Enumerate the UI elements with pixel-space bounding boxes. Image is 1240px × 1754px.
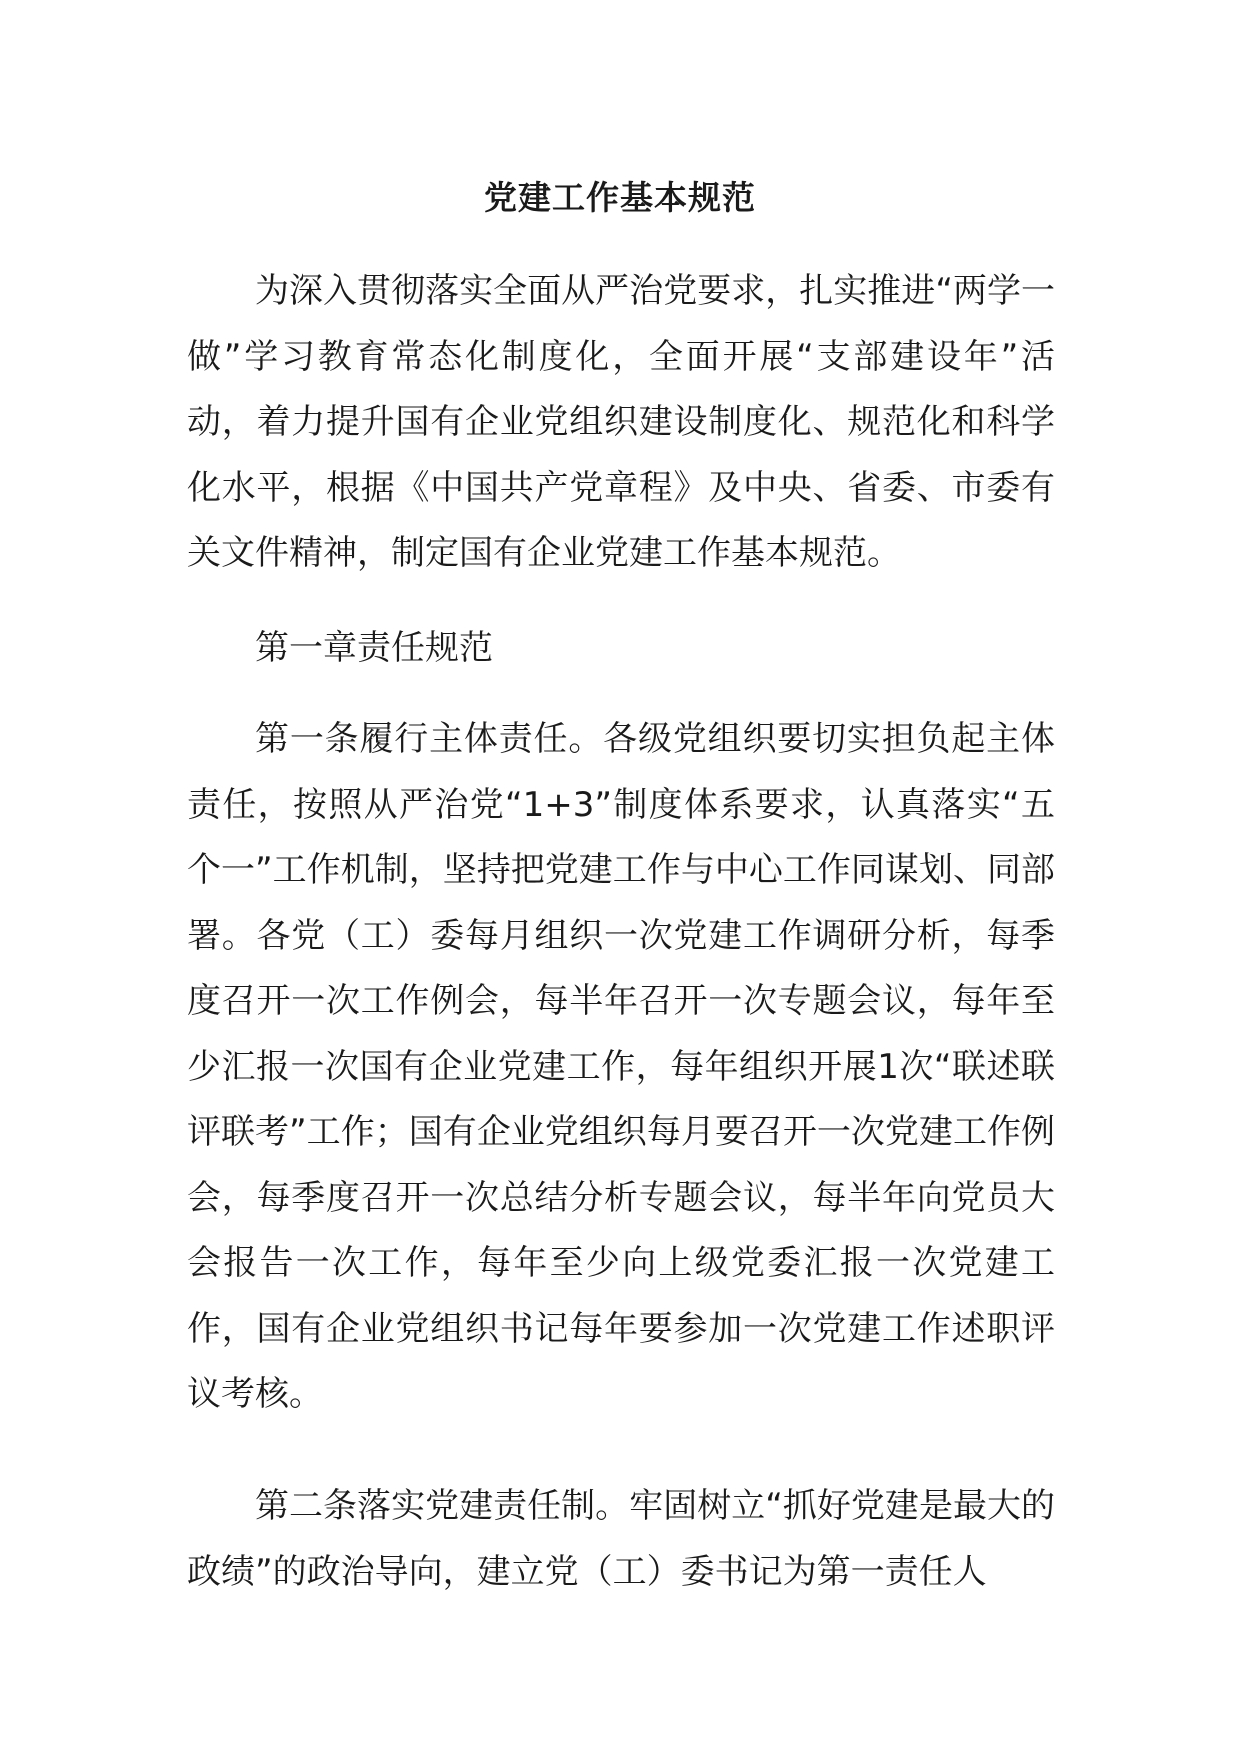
document-title: 党建工作基本规范 — [484, 178, 756, 217]
article-2-paragraph: 第二条落实党建责任制。牢固树立“抓好党建是最大的政绩”的政治导向，建立党（工）委书记为第一责任人 — [187, 1486, 1055, 1592]
article-1-paragraph: 第一条履行主体责任。各级党组织要切实担负起主体责任，按照从严治党“1+3”制度体系要求，认真落实“五个一”工作机制，坚持把党建工作与中心工作同谋划、同部署。各党（工）委每月组织一次党建工作调研分析，每季度召开一次工作例会，每半年召开一次专题会议，每年至少汇报一次国有企业党建工作，每年组织开展1次“联述联评联考”工作；国有企业党组织每月要召开一次党建工作例会，每季度召开一次总结分析专题会议，每半年向党员大会报告一次工作，每年至少向上级党委汇报一次党建工作，国有企业党组织书记每年要参加一次党建工作述职评议考核。 — [187, 719, 1055, 1414]
intro-paragraph: 为深入贯彻落实全面从严治党要求，扎实推进“两学一做”学习教育常态化制度化，全面开展“支部建设年”活动，着力提升国有企业党组织建设制度化、规范化和科学化水平，根据《中国共产党章程》及中央、省委、市委有关文件精神，制定国有企业党建工作基本规范。 — [187, 271, 1055, 573]
chapter-heading: 第一章责任规范 — [255, 628, 493, 668]
